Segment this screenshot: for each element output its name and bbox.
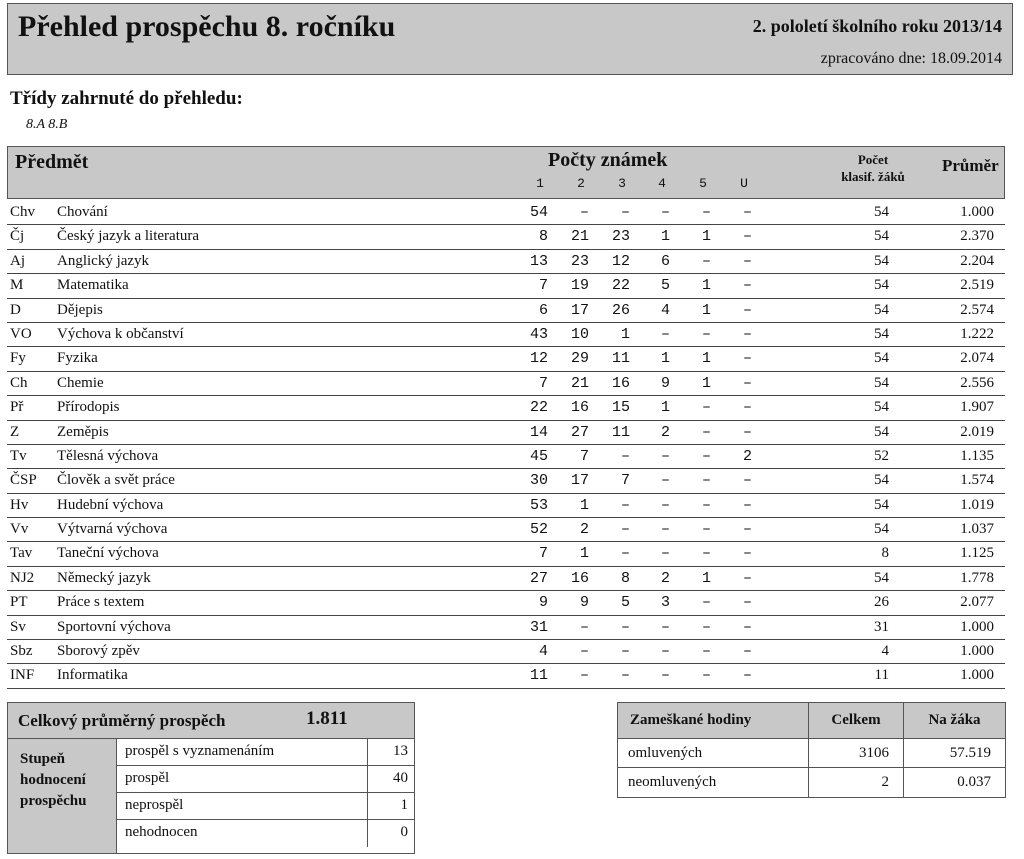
evaluation-row [117, 793, 414, 820]
subject-name: Taneční výchova [57, 545, 159, 562]
subject-row [7, 421, 1005, 445]
grade-count: 15 [611, 399, 630, 417]
grade-count: – [620, 496, 630, 514]
grade-count: 12 [529, 350, 548, 368]
subject-row [7, 250, 1005, 274]
grade-count: 11 [611, 423, 630, 441]
grade-count: – [620, 545, 630, 563]
subject-name: Chování [57, 204, 108, 220]
classified-students-count: 54 [874, 204, 889, 220]
grade-count: – [620, 521, 630, 539]
cell-divider [367, 820, 368, 847]
grade-count: – [742, 325, 752, 343]
subject-abbreviation: Sv [10, 618, 26, 635]
subject-row [7, 347, 1005, 371]
evaluation-row [117, 766, 414, 793]
evaluation-label-line2: hodnocení [20, 772, 86, 788]
subject-row [7, 396, 1005, 420]
subject-name: Přírodopis [57, 399, 120, 416]
grade-count: – [620, 643, 630, 661]
evaluation-row [117, 739, 414, 766]
grade-header-2: 2 [577, 176, 585, 191]
classified-students-count: 54 [874, 569, 889, 586]
grade-count: – [660, 204, 670, 221]
grade-count: – [660, 521, 670, 539]
classified-students-count: 31 [874, 618, 889, 635]
subject-abbreviation: ČSP [10, 472, 37, 489]
subject-row [7, 299, 1005, 323]
subject-abbreviation: Ch [10, 374, 28, 391]
subject-average: 2.077 [960, 594, 994, 611]
grade-count: 1 [660, 350, 670, 368]
grade-count: 27 [529, 569, 548, 587]
grade-count: – [660, 545, 670, 563]
grade-count: – [620, 447, 630, 465]
school-period: 2. pololetí školního roku 2013/14 [752, 16, 1002, 36]
subject-average: 1.019 [960, 496, 994, 513]
subject-average: 2.204 [960, 252, 994, 269]
subject-average: 2.019 [960, 423, 994, 440]
absences-col-total: Celkem [808, 703, 903, 738]
subject-row [7, 372, 1005, 396]
grade-count: 2 [660, 423, 670, 441]
subject-row [7, 567, 1005, 591]
classified-students-count: 54 [874, 252, 889, 269]
classified-students-count: 54 [874, 521, 889, 538]
grade-count: 11 [611, 350, 630, 368]
evaluation-row-value: 40 [393, 770, 408, 786]
report-header [7, 3, 1013, 75]
evaluation-row-label: nehodnocen [125, 824, 198, 840]
subject-name: Sborový zpěv [57, 643, 140, 660]
grade-count: 1 [579, 496, 589, 514]
grade-count: 7 [620, 472, 630, 490]
grade-count: – [701, 643, 711, 661]
grade-count: 8 [538, 228, 548, 246]
subject-average: 2.519 [960, 277, 994, 294]
overall-header [8, 703, 414, 739]
subject-name: Člověk a svět práce [57, 472, 175, 489]
report-title: Přehled prospěchu 8. ročníku [18, 10, 396, 43]
subject-average: 1.125 [960, 545, 994, 562]
grade-count: 54 [529, 204, 548, 221]
grade-count: 6 [538, 301, 548, 319]
subject-abbreviation: INF [10, 667, 35, 684]
cell-divider [367, 739, 368, 765]
grade-count: – [701, 325, 711, 343]
subject-row [7, 323, 1005, 347]
classified-students-count: 54 [874, 399, 889, 416]
subject-average: 1.000 [960, 204, 994, 220]
subject-abbreviation: Aj [10, 252, 25, 269]
subject-abbreviation: Vv [10, 521, 29, 538]
absences-col-hours: Zameškané hodiny [630, 712, 752, 728]
subject-abbreviation: Hv [10, 496, 29, 513]
grade-count: 14 [529, 423, 548, 441]
absences-row-per-student: 0.037 [903, 768, 1005, 797]
grade-count: – [701, 399, 711, 417]
absences-header [618, 703, 1005, 739]
subject-average: 2.556 [960, 374, 994, 391]
grade-count: – [660, 472, 670, 490]
overall-title: Celkový průměrný prospěch [18, 711, 226, 730]
grade-count: – [742, 252, 752, 270]
subject-abbreviation: Tav [10, 545, 33, 562]
subject-average: 1.000 [960, 667, 994, 684]
grade-count: 16 [570, 399, 589, 417]
grade-count: – [701, 496, 711, 514]
processed-date: zpracováno dne: 18.09.2014 [820, 50, 1002, 67]
subject-name: Výchova k občanství [57, 325, 184, 342]
grade-header-1: 1 [536, 176, 544, 191]
grade-count: – [701, 423, 711, 441]
grade-count: – [742, 277, 752, 295]
absences-col-per-student: Na žáka [903, 703, 1005, 738]
subject-name: Český jazyk a literatura [57, 228, 200, 245]
grade-count: – [620, 618, 630, 636]
subject-abbreviation: Chv [10, 204, 36, 220]
grade-count: – [579, 618, 589, 636]
grade-count: 23 [570, 252, 589, 270]
subject-row [7, 616, 1005, 640]
subject-abbreviation: PT [10, 594, 28, 611]
evaluation-label-line3: prospěchu [20, 793, 87, 809]
absences-row-total: 3106 [808, 739, 903, 768]
grade-count: 3 [660, 594, 670, 612]
subject-average: 1.222 [960, 325, 994, 342]
evaluation-row-label: neprospěl [125, 797, 184, 813]
grade-count: 1 [579, 545, 589, 563]
grade-count: – [701, 252, 711, 270]
evaluation-row-label: prospěl s vyznamenáním [125, 743, 275, 759]
subject-average: 2.574 [960, 301, 994, 318]
absences-table [617, 702, 1006, 798]
subject-name: Práce s textem [57, 594, 145, 611]
grade-count: – [742, 472, 752, 490]
subject-abbreviation: Čj [10, 228, 25, 245]
subject-row [7, 445, 1005, 469]
subject-average: 1.907 [960, 399, 994, 416]
subject-abbreviation: VO [10, 325, 32, 342]
absences-row [618, 768, 1005, 797]
grade-count: 9 [660, 374, 670, 392]
grade-count: 1 [660, 399, 670, 417]
classified-students-count: 54 [874, 301, 889, 318]
evaluation-label-cell [8, 739, 117, 853]
grade-count: – [742, 667, 752, 685]
grade-count: 2 [742, 447, 752, 465]
grade-count: 17 [570, 301, 589, 319]
grade-count: – [742, 350, 752, 368]
grade-count: – [660, 618, 670, 636]
grade-count: 30 [529, 472, 548, 490]
grade-count: 5 [620, 594, 630, 612]
grade-count: – [660, 447, 670, 465]
classified-students-count: 4 [881, 643, 889, 660]
grade-count: – [742, 374, 752, 392]
grade-count: 4 [538, 643, 548, 661]
classified-students-count: 54 [874, 374, 889, 391]
subject-row [7, 542, 1005, 566]
subject-row [7, 469, 1005, 493]
grade-count: – [742, 301, 752, 319]
subject-name: Chemie [57, 374, 104, 391]
overall-results-box [7, 702, 415, 854]
column-grade-counts: Počty známek [548, 149, 668, 171]
grade-count: – [742, 618, 752, 636]
classified-students-count: 26 [874, 594, 889, 611]
subject-row [7, 225, 1005, 249]
grade-count: 16 [570, 569, 589, 587]
subject-row [7, 494, 1005, 518]
grade-count: 21 [570, 374, 589, 392]
grade-count: – [701, 447, 711, 465]
subject-name: Matematika [57, 277, 129, 294]
grade-count: 1 [701, 301, 711, 319]
grade-count: – [742, 204, 752, 221]
grade-count: 22 [611, 277, 630, 295]
grade-count: 1 [701, 374, 711, 392]
subject-average: 2.074 [960, 350, 994, 367]
subject-name: Výtvarná výchova [57, 521, 168, 538]
grade-count: 11 [529, 667, 548, 685]
grades-table-body [7, 201, 1005, 689]
classes-heading: Třídy zahrnuté do přehledu: [10, 88, 243, 109]
subject-average: 1.135 [960, 447, 994, 464]
grade-count: 45 [529, 447, 548, 465]
grade-count: 27 [570, 423, 589, 441]
grade-count: 7 [538, 374, 548, 392]
absences-row-total: 2 [808, 768, 903, 797]
absences-row [618, 739, 1005, 768]
grade-count: – [742, 228, 752, 246]
subject-abbreviation: Tv [10, 447, 27, 464]
grade-count: – [701, 545, 711, 563]
grade-count: 16 [611, 374, 630, 392]
grade-count: – [742, 423, 752, 441]
subject-name: Anglický jazyk [57, 252, 150, 269]
classified-students-count: 54 [874, 350, 889, 367]
subject-row [7, 518, 1005, 542]
subject-name: Hudební výchova [57, 496, 164, 513]
column-average: Průměr [942, 156, 999, 175]
grade-count: – [742, 569, 752, 587]
grade-count: 22 [529, 399, 548, 417]
column-count [833, 151, 913, 185]
evaluation-row-value: 13 [393, 743, 408, 759]
grade-count: – [701, 594, 711, 612]
grade-count: 2 [660, 569, 670, 587]
evaluation-label-line1: Stupeň [20, 751, 66, 767]
grade-count: – [742, 545, 752, 563]
grade-count: 31 [529, 618, 548, 636]
grade-count: – [701, 204, 711, 221]
grade-count: – [579, 667, 589, 685]
grade-count: 7 [579, 447, 589, 465]
grade-count: 12 [611, 252, 630, 270]
evaluation-label [20, 749, 86, 812]
grade-count: 10 [570, 325, 589, 343]
grade-count: – [701, 618, 711, 636]
classified-students-count: 8 [881, 545, 889, 562]
grade-count: 21 [570, 228, 589, 246]
subject-abbreviation: D [10, 301, 21, 318]
grade-count: 43 [529, 325, 548, 343]
classified-students-count: 52 [874, 447, 889, 464]
classified-students-count: 54 [874, 277, 889, 294]
grade-count: 1 [620, 325, 630, 343]
grade-count: 26 [611, 301, 630, 319]
grade-count: 19 [570, 277, 589, 295]
grade-count: 8 [620, 569, 630, 587]
subject-row [7, 274, 1005, 298]
subject-row [7, 201, 1005, 225]
grades-table-header [7, 146, 1005, 199]
grade-count: – [742, 521, 752, 539]
grade-count: – [660, 667, 670, 685]
grade-count: – [660, 496, 670, 514]
grade-count: 17 [570, 472, 589, 490]
evaluation-row-value: 1 [400, 797, 408, 813]
grade-count: 9 [538, 594, 548, 612]
subject-name: Zeměpis [57, 423, 109, 440]
cell-divider [367, 766, 368, 792]
subject-name: Německý jazyk [57, 569, 151, 586]
grade-count: 1 [701, 277, 711, 295]
grade-count: – [579, 204, 589, 221]
classified-students-count: 54 [874, 423, 889, 440]
grade-count: 2 [579, 521, 589, 539]
grade-header-4: 4 [658, 176, 666, 191]
subject-abbreviation: Z [10, 423, 20, 440]
subject-name: Dějepis [57, 301, 103, 318]
subject-name: Sportovní výchova [57, 618, 171, 635]
grade-count: 13 [529, 252, 548, 270]
grade-count: 23 [611, 228, 630, 246]
subject-abbreviation: NJ2 [10, 569, 35, 586]
evaluation-row-label: prospěl [125, 770, 170, 786]
grade-count: 9 [579, 594, 589, 612]
subject-average: 1.000 [960, 643, 994, 660]
grade-count: 53 [529, 496, 548, 514]
grade-header-u: U [740, 176, 748, 191]
grade-count: – [742, 594, 752, 612]
grade-count: 7 [538, 545, 548, 563]
grade-count: 4 [660, 301, 670, 319]
grade-count: – [742, 399, 752, 417]
absences-row-label: omluvených [628, 745, 703, 761]
subject-average: 1.000 [960, 618, 994, 635]
column-count-line1: Počet [857, 152, 889, 167]
grade-count: 1 [660, 228, 670, 246]
subject-abbreviation: Př [10, 399, 24, 416]
grade-count: – [701, 521, 711, 539]
grade-count: – [701, 667, 711, 685]
grade-count: – [660, 325, 670, 343]
grade-count: 1 [701, 228, 711, 246]
classified-students-count: 54 [874, 472, 889, 489]
subject-abbreviation: M [10, 277, 24, 294]
subject-name: Fyzika [57, 350, 98, 367]
classified-students-count: 54 [874, 228, 889, 245]
column-subject: Předmět [15, 151, 89, 173]
subject-abbreviation: Fy [10, 350, 26, 367]
grade-count: – [742, 496, 752, 514]
grade-count: 5 [660, 277, 670, 295]
subject-average: 2.370 [960, 228, 994, 245]
subject-average: 1.778 [960, 569, 994, 586]
grade-count: – [660, 643, 670, 661]
subject-name: Informatika [57, 667, 128, 684]
classified-students-count: 11 [874, 667, 889, 684]
subject-row [7, 591, 1005, 615]
grade-count: 1 [701, 569, 711, 587]
evaluation-row [117, 820, 414, 847]
grade-count: 7 [538, 277, 548, 295]
evaluation-row-value: 0 [400, 824, 408, 840]
grade-header-5: 5 [699, 176, 707, 191]
subject-average: 1.574 [960, 472, 994, 489]
grade-header-3: 3 [618, 176, 626, 191]
grade-count: – [701, 472, 711, 490]
classified-students-count: 54 [874, 325, 889, 342]
grade-count: – [579, 643, 589, 661]
subject-average: 1.037 [960, 521, 994, 538]
subject-row [7, 640, 1005, 664]
grade-count: 6 [660, 252, 670, 270]
classified-students-count: 54 [874, 496, 889, 513]
absences-row-per-student: 57.519 [903, 739, 1005, 768]
grade-count: – [620, 667, 630, 685]
classes-list: 8.A 8.B [26, 117, 68, 132]
subject-abbreviation: Sbz [10, 643, 33, 660]
grade-count: – [742, 643, 752, 661]
grade-count: 52 [529, 521, 548, 539]
subject-name: Tělesná výchova [57, 447, 159, 464]
overall-average-value: 1.811 [306, 708, 348, 729]
subject-row [7, 664, 1005, 688]
column-count-line2: klasif. žáků [841, 169, 905, 184]
grade-count: – [620, 204, 630, 221]
absences-row-label: neomluvených [628, 774, 717, 790]
cell-divider [367, 793, 368, 819]
grade-count: 29 [570, 350, 589, 368]
grade-count: 1 [701, 350, 711, 368]
